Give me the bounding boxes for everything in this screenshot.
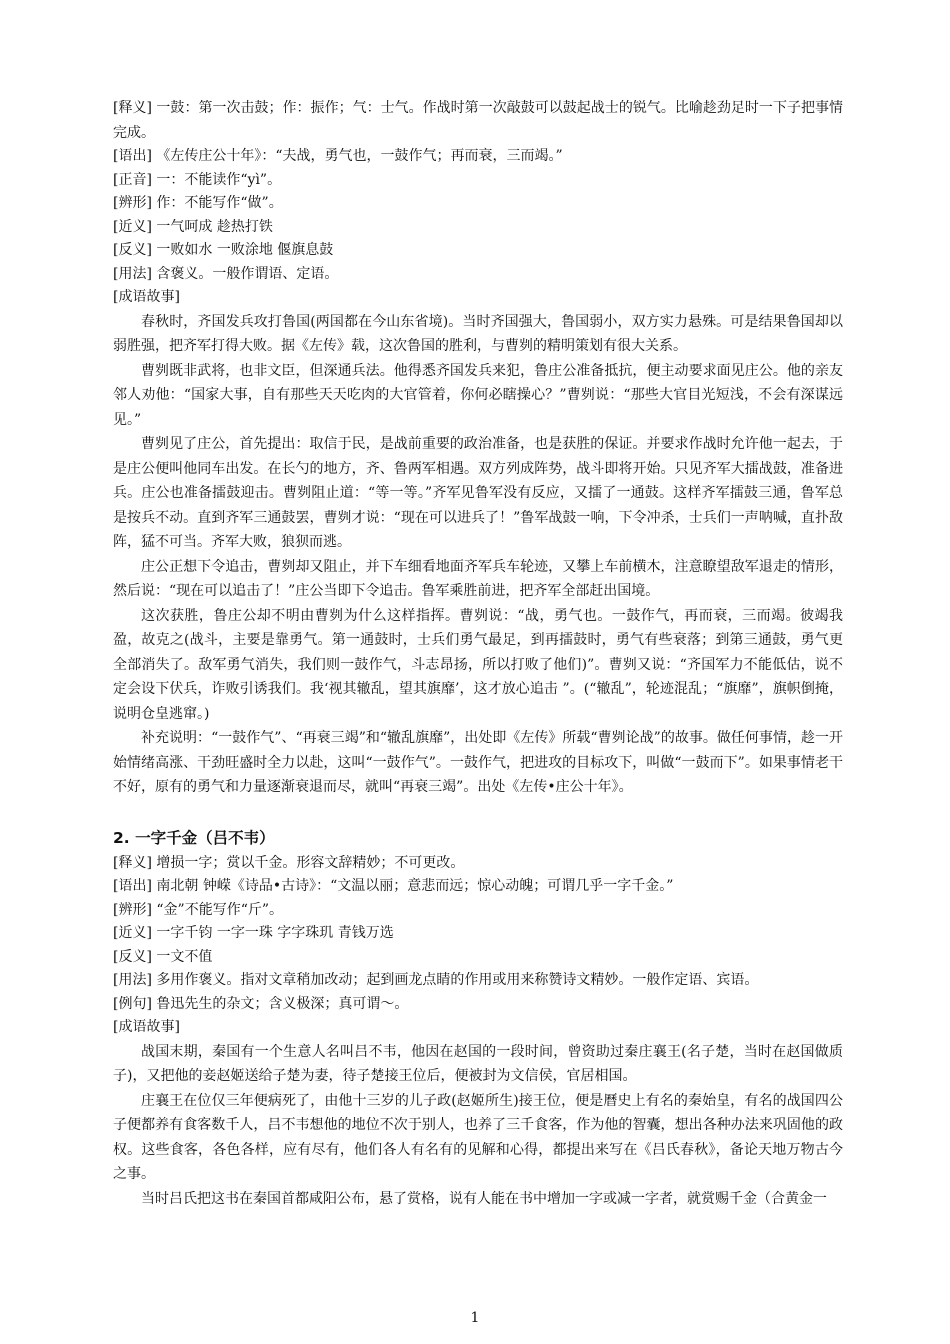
entry-pronunciation: [正音] 一：不能读作“yì”。 [113,171,282,188]
story-paragraph: 这次获胜，鲁庄公却不明由曹刿为什么这样指挥。曹刿说：“战，勇气也。一鼓作气，再而衰，三而竭。彼竭我盈，故克之(战斗，主要是靠勇气。第一通鼓时，士兵们勇气最足，到再擂鼓时，勇气有些衰落；到第三通鼓，勇气更全部消失了。敌军勇气消失，我们则一鼓作气，斗志昂扬，所以打败了他们)”。曹刿又说：“齐国军力不能低估，说不定会设下伏兵，诈败引诱我们。我‘视其辙乱，望其旗靡’，这才放心追击 ”。(“辙乱”，轮迹混乱；“旗靡”，旗帜倒掩，说明仓皇逃窜。) [113,607,843,722]
entry-antonyms: [反义] 一败如水 一败涂地 偃旗息鼓 [113,242,334,258]
entry-synonyms: [近义] 一气呵成 趁热打铁 [113,218,273,235]
entry-story-label: [成语故事] [113,289,180,305]
entry-source: [语出] 《左传庄公十年》：“夫战，勇气也，一鼓作气；再而衰，三而竭。” [113,148,563,164]
document-body [113,96,843,1211]
entry-antonyms: [反义] 一文不值 [113,948,213,965]
story-paragraph: 曹刿既非武将，也非文臣，但深通兵法。他得悉齐国发兵来犯，鲁庄公准备抵抗，便主动要求面见庄公。他的亲友邻人劝他：“国家大事，自有那些天天吃肉的大官管着，你何必瞎操心？”曹刿说：“那些大官目光短浅，不会有深谋远见。” [113,362,843,428]
entry-meaning: [释义] 增损一字；赏以千金。形容文辞精妙；不可更改。 [113,854,465,871]
story-paragraph: 当时吕氏把这书在秦国首都咸阳公布，悬了赏格，说有人能在书中增加一字或减一字者，就赏赐千金（合黄金一 [141,1190,827,1207]
entry-story-label: [成语故事] [113,1019,180,1035]
story-paragraph: 庄襄王在位仅三年便病死了，由他十三岁的儿子政(赵姬所生)接王位，便是曆史上有名的秦始皇，有名的战国四公子便都养有食客数千人，吕不韦想他的地位不次于别人，也养了三千食客，作为他的智囊，想出各种办法来巩固他的政权。这些食客，各色各样，应有尽有，他们各人有名有的见解和心得，都提出来写在《吕氏春秋》，备论天地万物古今之事。 [113,1092,843,1182]
entry-source: [语出] 南北朝 钟嵘《诗品•古诗》：“文温以丽；意悲而远；惊心动魄；可谓几乎一字千金。” [113,878,674,894]
entry-synonyms: [近义] 一字千钧 一字一珠 字字珠玑 青钱万选 [113,925,394,941]
story-paragraph: 庄公正想下令追击，曹刿却又阻止，并下车细看地面齐军兵车轮迹，又攀上车前横木，注意瞭望敌军退走的情形，然后说：“现在可以追击了！”庄公当即下令追击。鲁军乘胜前进，把齐军全部赶出国境。 [113,558,843,599]
section-1 [113,96,843,800]
entry-form: [辨形] “金”不能写作“斤”。 [113,901,284,918]
entry-usage: [用法] 含褒义。一般作谓语、定语。 [113,265,339,282]
entry-form: [辨形] 作：不能写作“做”。 [113,195,283,211]
story-paragraph: 战国末期，秦国有一个生意人名叫吕不韦，他因在赵国的一段时间，曾资助过秦庄襄王(名子楚，当时在赵国做质子)，又把他的妾赵姬送给子楚为妻，待子楚接王位后，便被封为文信侯，官居相国。 [113,1043,843,1084]
story-paragraph: 曹刿见了庄公，首先提出：取信于民，是战前重要的政治准备，也是获胜的保证。并要求作战时允许他一起去，于是庄公便叫他同车出发。在长勺的地方，齐、鲁两军相遇。双方列成阵势，战斗即将开始。只见齐军大擂战鼓，准备进兵。庄公也准备擂鼓迎击。曹刿阻止道：“等一等。”齐军见鲁军没有反应，又擂了一通鼓。这样齐军擂鼓三通，鲁军总是按兵不动。直到齐军三通鼓罢，曹刿才说：“现在可以进兵了！”鲁军战鼓一响，下令冲杀，士兵们一声呐喊，直扑敌阵，猛不可当。齐军大败，狼狈而逃。 [113,436,843,550]
entry-example: [例句] 鲁迅先生的杂文；含义极深；真可谓～。 [113,995,409,1012]
story-paragraph: 补充说明：“一鼓作气”、“再衰三竭”和“辙乱旗靡”，出处即《左传》所载“曹刿论战”的故事。做任何事情，趁一开始情绪高涨、干劲旺盛时全力以赴，这叫“一鼓作气”。一鼓作气，把进攻的目标攻下，叫做“一鼓而下”。如果事情老干不好，原有的勇气和力量逐渐衰退而尽，就叫“再衰三竭”。出处《左传•庄公十年》。 [113,730,843,795]
section-2 [113,824,843,1212]
page-number: 1 [470,1310,480,1326]
section-spacer [113,800,843,824]
story-paragraph: 春秋时，齐国发兵攻打鲁国(两国都在今山东省境)。当时齐国强大，鲁国弱小，双方实力悬殊。可是结果鲁国却以弱胜强，把齐军打得大败。据《左传》载，这次鲁国的胜利，与曹刿的精明策划有很大关系。 [113,313,843,354]
entry-usage: [用法] 多用作褒义。指对文章稍加改动；起到画龙点睛的作用或用来称赞诗文精妙。一般作定语、宾语。 [113,972,759,988]
entry-meaning: [释义] 一鼓：第一次击鼓；作：振作；气：士气。作战时第一次敲鼓可以鼓起战士的锐气。比喻趁劲足时一下子把事情完成。 [113,100,843,141]
section-heading: 2. 一字千金（吕不韦） [113,828,275,847]
